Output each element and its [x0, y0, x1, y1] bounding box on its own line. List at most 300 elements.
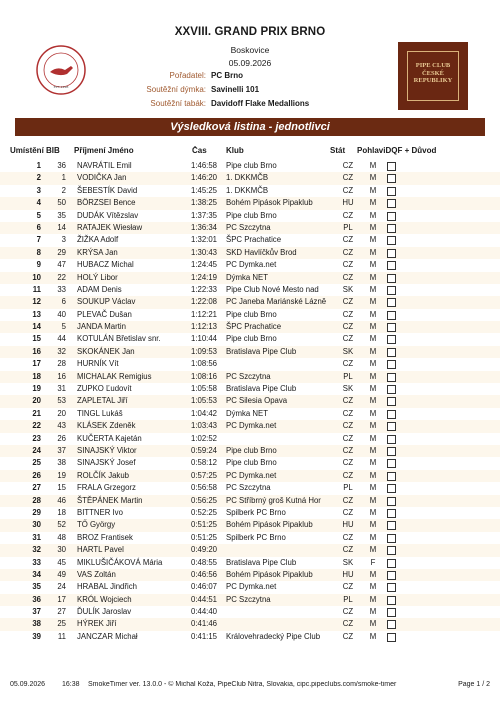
cell-state: CZ: [342, 495, 354, 505]
cell-bib: 46: [57, 495, 66, 505]
cell-name: SINAJSKÝ Viktor: [77, 445, 137, 455]
cell-sex: M: [369, 520, 377, 530]
cell-name: HUBACZ Michal: [77, 260, 134, 270]
table-row: [0, 482, 500, 494]
table-row: [0, 358, 500, 370]
cell-club: ŠPC Prachatice: [226, 235, 282, 245]
cell-name: HARTL Pavel: [77, 545, 124, 555]
cell-time: 1:05:58: [190, 384, 217, 394]
cell-bib: 6: [61, 297, 66, 307]
meta-label: Soutěžní tabák:: [150, 99, 206, 108]
svg-text:EST. 1998: EST. 1998: [53, 85, 69, 89]
table-row: [0, 532, 500, 544]
table-row: [0, 309, 500, 321]
cell-bib: 15: [57, 483, 66, 493]
cell-rank: 26: [32, 470, 41, 480]
cell-state: CZ: [342, 359, 354, 369]
cell-state: CZ: [342, 507, 354, 517]
cell-sex: M: [369, 185, 377, 195]
cell-name: MIKLUŠIČÁKOVÁ Mária: [77, 557, 163, 567]
cell-name: HÝREK Jiří: [77, 619, 117, 629]
cell-club: PC Szczytna: [226, 371, 271, 381]
dqf-checkbox[interactable]: [387, 410, 396, 419]
dqf-checkbox[interactable]: [387, 397, 396, 406]
cell-rank: 31: [32, 532, 41, 542]
cell-sex: M: [369, 594, 377, 604]
cell-sex: F: [370, 557, 376, 567]
cell-sex: M: [369, 495, 377, 505]
cell-time: 1:12:21: [190, 309, 217, 319]
cell-sex: M: [369, 359, 377, 369]
cell-time: 0:57:25: [190, 470, 217, 480]
cell-state: SK: [342, 384, 354, 394]
cell-sex: M: [369, 582, 377, 592]
table-row: [0, 606, 500, 618]
col-bib: BIB: [46, 146, 60, 155]
cell-time: 1:36:34: [190, 222, 217, 232]
cell-bib: 3: [61, 235, 66, 245]
table-row: [0, 160, 500, 172]
cell-time: 1:22:33: [190, 284, 217, 294]
table-row: [0, 346, 500, 358]
cell-club: ŠPC Prachatice: [226, 322, 282, 332]
event-date: 05.09.2026: [228, 58, 272, 68]
dqf-checkbox[interactable]: [387, 174, 396, 183]
cell-bib: 38: [57, 458, 66, 468]
cell-sex: M: [369, 297, 377, 307]
event-venue: Boskovice: [230, 45, 270, 55]
dqf-checkbox[interactable]: [387, 286, 396, 295]
cell-bib: 27: [57, 607, 66, 617]
cell-bib: 40: [57, 309, 66, 319]
cell-rank: 24: [32, 445, 41, 455]
cell-name: RATAJEK Wiesław: [77, 222, 143, 232]
cell-club: PC Stříbrný groš Kutná Hor: [226, 495, 321, 505]
cell-time: 0:46:07: [190, 582, 217, 592]
cell-sex: M: [369, 222, 377, 232]
table-row: [0, 383, 500, 395]
cell-time: 1:04:42: [190, 408, 217, 418]
table-row: [0, 234, 500, 246]
cell-club: Pipe Club Nové Mesto nad: [226, 284, 319, 294]
table-row: [0, 581, 500, 593]
cell-name: BITTNER Ivo: [77, 507, 123, 517]
cell-club: PC Dymka.net: [226, 421, 277, 431]
cell-time: 1:02:52: [190, 433, 217, 443]
cell-sex: M: [369, 458, 377, 468]
cell-sex: M: [369, 322, 377, 332]
cell-sex: M: [369, 309, 377, 319]
table-row: [0, 247, 500, 259]
cell-club: Královehradecký Pipe Club: [226, 631, 321, 641]
cell-name: SOUKUP Václav: [77, 297, 136, 307]
dqf-checkbox[interactable]: [387, 583, 396, 592]
cell-state: CZ: [342, 309, 354, 319]
cell-state: CZ: [342, 185, 354, 195]
cell-rank: 22: [32, 421, 41, 431]
dqf-checkbox[interactable]: [387, 385, 396, 394]
footer-date: 05.09.2026: [10, 681, 46, 688]
dqf-checkbox[interactable]: [387, 422, 396, 431]
cell-time: 1:03:43: [190, 421, 217, 431]
cell-club: 1. DKKMČB: [226, 185, 269, 195]
dqf-checkbox[interactable]: [387, 335, 396, 344]
cell-name: HURNÍK Vít: [77, 359, 119, 369]
table-header: [0, 146, 500, 158]
dqf-checkbox[interactable]: [387, 348, 396, 357]
cell-rank: 1: [36, 161, 41, 170]
cell-name: ZAPLETAL Jiří: [77, 396, 128, 406]
table-row: [0, 333, 500, 345]
cell-sex: M: [369, 260, 377, 270]
cell-sex: M: [369, 421, 377, 431]
cell-state: CZ: [342, 161, 354, 170]
cell-time: 0:44:51: [190, 594, 217, 604]
col-name: Příjmení Jméno: [74, 146, 134, 155]
cell-rank: 38: [32, 619, 41, 629]
cell-name: SKOKÁNEK Jan: [77, 346, 135, 356]
cell-sex: M: [369, 532, 377, 542]
table-row: [0, 395, 500, 407]
cell-rank: 10: [32, 272, 41, 282]
cell-name: BROZ Frantisek: [77, 532, 133, 542]
cell-rank: 34: [32, 569, 41, 579]
cell-name: FRALA Grzegorz: [77, 483, 136, 493]
cell-bib: 22: [57, 272, 66, 282]
cell-rank: 9: [36, 260, 41, 270]
cell-name: KRÝSA Jan: [77, 247, 118, 257]
cell-state: SK: [342, 557, 354, 567]
cell-sex: M: [369, 507, 377, 517]
dqf-checkbox[interactable]: [387, 472, 396, 481]
cell-time: 1:32:01: [190, 235, 217, 245]
col-club: Klub: [226, 146, 244, 155]
cell-bib: 24: [57, 582, 66, 592]
cell-name: BÖRZSEI Bence: [77, 198, 136, 208]
cell-time: 1:08:56: [190, 359, 217, 369]
meta-organizer: [120, 71, 320, 82]
cell-rank: 17: [32, 359, 41, 369]
cell-club: Pipe club Brno: [226, 161, 277, 170]
cell-time: 1:24:19: [190, 272, 217, 282]
cell-time: 0:52:25: [190, 507, 217, 517]
dqf-checkbox[interactable]: [387, 224, 396, 233]
cell-bib: 17: [57, 594, 66, 604]
dqf-checkbox[interactable]: [387, 311, 396, 320]
dqf-checkbox[interactable]: [387, 546, 396, 555]
cell-bib: 14: [57, 222, 66, 232]
cell-sex: M: [369, 210, 377, 220]
cell-bib: 26: [57, 433, 66, 443]
cell-sex: M: [369, 371, 377, 381]
cell-rank: 4: [36, 198, 41, 208]
cell-bib: 37: [57, 445, 66, 455]
table-row: [0, 284, 500, 296]
cell-rank: 20: [32, 396, 41, 406]
table-row: [0, 507, 500, 519]
cell-sex: M: [369, 433, 377, 443]
cell-name: ZUPKO Ľudovít: [77, 384, 132, 394]
cell-time: 1:08:16: [190, 371, 217, 381]
cell-name: VAS Zoltán: [77, 569, 116, 579]
dqf-checkbox[interactable]: [387, 497, 396, 506]
cell-state: CZ: [342, 458, 354, 468]
cell-bib: 53: [57, 396, 66, 406]
cell-sex: M: [369, 619, 377, 629]
dqf-checkbox[interactable]: [387, 298, 396, 307]
cell-rank: 35: [32, 582, 41, 592]
table-row: [0, 557, 500, 569]
table-row: [0, 420, 500, 432]
cell-bib: 11: [57, 631, 66, 641]
table-row: [0, 321, 500, 333]
meta-value: Savinelli 101: [211, 85, 260, 94]
cell-club: PC Silesia Opava: [226, 396, 288, 406]
cell-rank: 25: [32, 458, 41, 468]
cell-rank: 13: [32, 309, 41, 319]
dqf-checkbox[interactable]: [387, 236, 396, 245]
cell-state: PL: [343, 483, 353, 493]
dqf-checkbox[interactable]: [387, 459, 396, 468]
table-row: [0, 569, 500, 581]
meta-value: Davidoff Flake Medallions: [211, 99, 310, 108]
cell-time: 0:56:58: [190, 483, 217, 493]
cell-name: PLEVAČ Dušan: [77, 309, 132, 319]
cell-club: PC Dymka.net: [226, 582, 277, 592]
table-row: [0, 519, 500, 531]
cell-rank: 8: [36, 247, 41, 257]
cell-bib: 52: [57, 520, 66, 530]
cell-state: CZ: [342, 582, 354, 592]
cell-time: 0:41:15: [190, 631, 217, 641]
cell-bib: 29: [57, 247, 66, 257]
meta-tobacco: [120, 99, 320, 110]
col-sex-dqf: PohlaviDQF + Důvod: [357, 146, 437, 155]
cell-state: CZ: [342, 235, 354, 245]
dqf-checkbox[interactable]: [387, 162, 396, 171]
cell-name: KUČERTA Kajetán: [77, 433, 142, 443]
cell-rank: 12: [32, 297, 41, 307]
dqf-checkbox[interactable]: [387, 435, 396, 444]
cell-state: CZ: [342, 322, 354, 332]
cell-sex: M: [369, 569, 377, 579]
cell-bib: 5: [61, 322, 66, 332]
cell-sex: M: [369, 445, 377, 455]
logo-right-text: PIPE CLUB ČESKÉ REPUBLIKY: [413, 62, 453, 84]
dqf-checkbox[interactable]: [387, 187, 396, 196]
cell-time: 0:49:20: [190, 545, 217, 555]
cell-sex: M: [369, 631, 377, 641]
dqf-checkbox[interactable]: [387, 608, 396, 617]
cell-name: KOTULÁN Břetislav snr.: [77, 334, 161, 344]
cell-club: Spilberk PC Brno: [226, 532, 286, 542]
footer-credits: SmokeTimer ver. 13.0.0 - © Michal Koža, PipeClub Nitra, Slovakia, cipc.pipeclubs.com/smoke-timer: [88, 681, 397, 688]
cell-name: NAVRÁTIL Emil: [77, 161, 132, 170]
meta-pipe: [120, 85, 320, 96]
dqf-checkbox[interactable]: [387, 261, 396, 270]
cell-club: PC Szczytna: [226, 594, 271, 604]
results-banner: Výsledková listina - jednotlivci: [15, 118, 485, 136]
cell-rank: 29: [32, 507, 41, 517]
cell-rank: 32: [32, 545, 41, 555]
cell-rank: 21: [32, 408, 41, 418]
cell-club: 1. DKKMČB: [226, 173, 269, 183]
cell-sex: M: [369, 198, 377, 208]
cell-state: CZ: [342, 396, 354, 406]
cell-state: HU: [342, 569, 354, 579]
cell-club: Bohém Pipások Pipaklub: [226, 520, 313, 530]
dqf-checkbox[interactable]: [387, 199, 396, 208]
dqf-checkbox[interactable]: [387, 249, 396, 258]
cell-time: 0:56:25: [190, 495, 217, 505]
cell-club: Pipe club Brno: [226, 445, 277, 455]
cell-time: 0:51:25: [190, 520, 217, 530]
cell-name: TINGL Lukáš: [77, 408, 123, 418]
cell-state: CZ: [342, 607, 354, 617]
cell-bib: 36: [57, 161, 66, 170]
dqf-checkbox[interactable]: [387, 274, 396, 283]
cell-sex: M: [369, 284, 377, 294]
meta-label: Soutěžní dýmka:: [146, 85, 206, 94]
cell-club: Spilberk PC Brno: [226, 507, 286, 517]
dqf-checkbox[interactable]: [387, 509, 396, 518]
cell-bib: 33: [57, 284, 66, 294]
dqf-checkbox[interactable]: [387, 323, 396, 332]
cell-bib: 32: [57, 346, 66, 356]
cell-name: ŠEBESTÍK David: [77, 185, 138, 195]
cell-time: 0:46:56: [190, 569, 217, 579]
cell-state: CZ: [342, 545, 354, 555]
results-table: [0, 160, 500, 643]
cell-club: Bratislava Pipe Club: [226, 384, 297, 394]
cell-state: CZ: [342, 470, 354, 480]
dqf-checkbox[interactable]: [387, 596, 396, 605]
meta-value: PC Brno: [211, 71, 243, 80]
table-row: [0, 197, 500, 209]
footer-time: 16:38: [62, 681, 80, 688]
cell-bib: 18: [57, 507, 66, 517]
cell-name: TŐ György: [77, 520, 116, 530]
cell-state: CZ: [342, 247, 354, 257]
table-row: [0, 594, 500, 606]
cell-state: CZ: [342, 445, 354, 455]
table-row: [0, 433, 500, 445]
dqf-checkbox[interactable]: [387, 571, 396, 580]
cell-sex: M: [369, 247, 377, 257]
cell-bib: 44: [57, 334, 66, 344]
table-row: [0, 408, 500, 420]
cell-time: 0:51:25: [190, 532, 217, 542]
cell-rank: 39: [32, 631, 41, 641]
cell-rank: 14: [32, 322, 41, 332]
cell-rank: 3: [36, 185, 41, 195]
cell-sex: M: [369, 173, 377, 183]
cell-name: KRÓL Wojciech: [77, 594, 132, 604]
cell-state: CZ: [342, 297, 354, 307]
cell-time: 1:24:45: [190, 260, 217, 270]
cell-state: CZ: [342, 421, 354, 431]
cell-time: 1:30:43: [190, 247, 217, 257]
table-row: [0, 544, 500, 556]
dqf-checkbox[interactable]: [387, 373, 396, 382]
dqf-checkbox[interactable]: [387, 534, 396, 543]
dqf-checkbox[interactable]: [387, 484, 396, 493]
cell-time: 0:58:12: [190, 458, 217, 468]
cell-rank: 37: [32, 607, 41, 617]
table-row: [0, 210, 500, 222]
cell-time: 1:09:53: [190, 346, 217, 356]
cell-time: 1:37:35: [190, 210, 217, 220]
cell-sex: M: [369, 334, 377, 344]
cell-name: KLÁSEK Zdeněk: [77, 421, 136, 431]
cell-state: SK: [342, 284, 354, 294]
cell-sex: M: [369, 545, 377, 555]
dqf-checkbox[interactable]: [387, 559, 396, 568]
dqf-checkbox[interactable]: [387, 360, 396, 369]
cell-rank: 33: [32, 557, 41, 567]
cell-club: PC Dymka.net: [226, 470, 277, 480]
cell-sex: M: [369, 483, 377, 493]
cell-rank: 5: [36, 210, 41, 220]
cell-club: Dýmka NET: [226, 272, 269, 282]
cell-bib: 30: [57, 545, 66, 555]
table-row: [0, 470, 500, 482]
cell-state: PL: [343, 222, 353, 232]
cell-state: CZ: [342, 334, 354, 344]
cell-time: 1:22:08: [190, 297, 217, 307]
cell-bib: 2: [61, 185, 66, 195]
cell-state: CZ: [342, 272, 354, 282]
cell-name: ĎULÍK Jaroslav: [77, 607, 132, 617]
table-row: [0, 185, 500, 197]
cell-state: CZ: [342, 210, 354, 220]
event-title: XXVIII. GRAND PRIX BRNO: [174, 26, 326, 38]
cell-rank: 7: [36, 235, 41, 245]
dqf-checkbox[interactable]: [387, 620, 396, 629]
cell-state: CZ: [342, 408, 354, 418]
cell-bib: 19: [57, 470, 66, 480]
dqf-checkbox[interactable]: [387, 447, 396, 456]
cell-time: 1:05:53: [190, 396, 217, 406]
cell-club: Bohém Pipások Pipaklub: [226, 569, 313, 579]
cell-sex: M: [369, 396, 377, 406]
cell-bib: 20: [57, 408, 66, 418]
col-rank: Umístění: [10, 146, 44, 155]
cell-rank: 23: [32, 433, 41, 443]
cell-name: HOLÝ Libor: [77, 272, 118, 282]
cell-rank: 11: [32, 284, 41, 294]
cell-time: 1:12:13: [190, 322, 217, 332]
dqf-checkbox[interactable]: [387, 521, 396, 530]
page-footer: [10, 681, 490, 692]
dqf-checkbox[interactable]: [387, 212, 396, 221]
cell-club: PC Szczytna: [226, 222, 271, 232]
table-row: [0, 631, 500, 643]
cell-club: PC Szczytna: [226, 483, 271, 493]
cell-sex: M: [369, 408, 377, 418]
cell-club: Bohém Pipások Pipaklub: [226, 198, 313, 208]
cell-club: Pipe club Brno: [226, 334, 277, 344]
cell-name: ROLČÍK Jakub: [77, 470, 130, 480]
cell-state: CZ: [342, 433, 354, 443]
cell-bib: 50: [57, 198, 66, 208]
dqf-checkbox[interactable]: [387, 633, 396, 642]
cell-state: HU: [342, 198, 354, 208]
cell-time: 1:10:44: [190, 334, 217, 344]
cell-time: 0:44:40: [190, 607, 217, 617]
cell-state: CZ: [342, 631, 354, 641]
cell-state: SK: [342, 346, 354, 356]
